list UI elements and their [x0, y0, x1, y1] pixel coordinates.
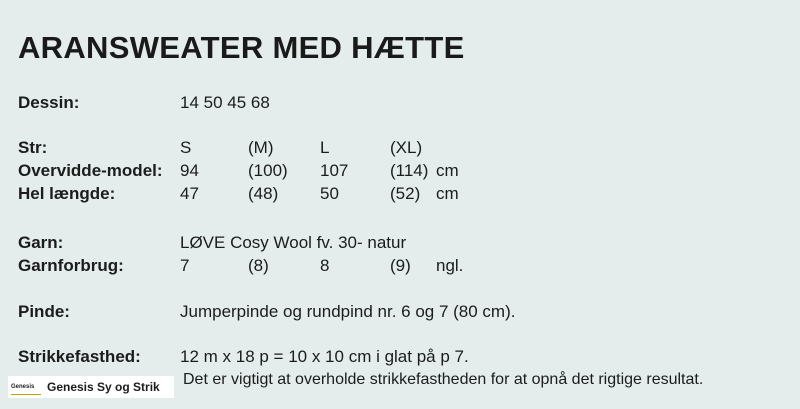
gauge-note: Det er vigtigt at overholde strikkefastheden for at opnå det rigtige resultat. [183, 371, 704, 388]
dessin-value: 14 50 45 68 [180, 93, 270, 112]
garnforbrug-s: 7 [180, 256, 190, 275]
pinde-value: Jumperpinde og rundpind nr. 6 og 7 (80 cm). [180, 302, 516, 321]
garnforbrug-label: Garnforbrug: [18, 256, 124, 275]
garnforbrug-l: 8 [320, 256, 330, 275]
dessin-label: Dessin: [18, 93, 80, 112]
laengde-unit: cm [436, 184, 459, 203]
overvidde-label: Overvidde-model: [18, 161, 163, 180]
size-l: L [320, 138, 330, 157]
garnforbrug-xl: (9) [390, 256, 411, 275]
laengde-s: 47 [180, 184, 199, 203]
pinde-label: Pinde: [18, 302, 70, 321]
size-xl: (XL) [390, 138, 423, 157]
garn-label: Garn: [18, 233, 64, 252]
laengde-xl: (52) [390, 184, 421, 203]
genesis-logo [8, 376, 174, 398]
size-s: S [180, 138, 192, 157]
garn-value: LØVE Cosy Wool fv. 30- natur [180, 233, 407, 252]
size-label: Str: [18, 138, 48, 157]
overvidde-xl: (114) [390, 161, 429, 180]
page-title: ARANSWEATER MED HÆTTE [18, 30, 465, 65]
overvidde-l: 107 [320, 161, 349, 180]
laengde-m: (48) [248, 184, 279, 203]
garnforbrug-m: (8) [248, 256, 269, 275]
size-m: (M) [248, 138, 274, 157]
genesis-logo-text: Genesis Sy og Strik [47, 380, 160, 394]
laengde-label: Hel længde: [18, 184, 116, 203]
garnforbrug-unit: ngl. [436, 256, 464, 275]
laengde-l: 50 [320, 184, 339, 203]
overvidde-m: (100) [248, 161, 288, 180]
strikkefasthed-label: Strikkefasthed: [18, 347, 141, 366]
overvidde-unit: cm [436, 161, 459, 180]
strikkefasthed-value: 12 m x 18 p = 10 x 10 cm i glat på p 7. [180, 347, 469, 366]
overvidde-s: 94 [180, 161, 199, 180]
genesis-logo-mark: Genesis [11, 380, 41, 395]
